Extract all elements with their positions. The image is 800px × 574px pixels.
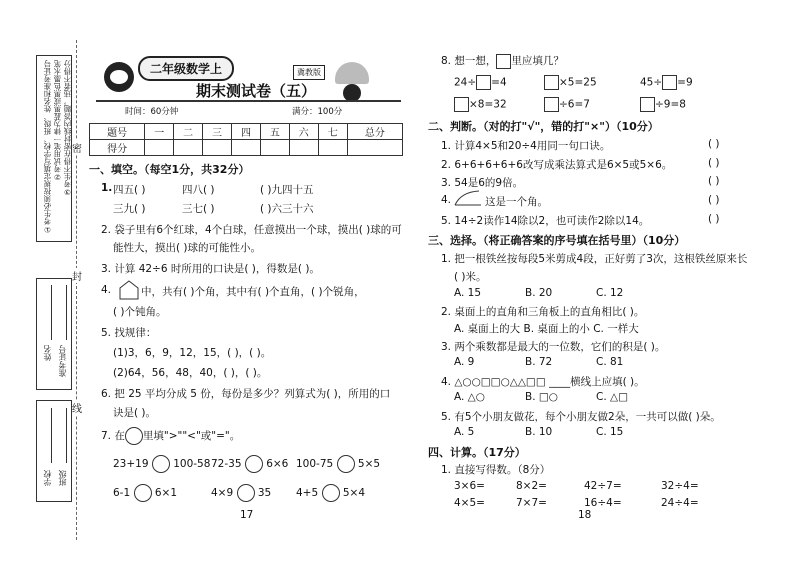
choice-1-option[interactable]: A. 15 [454, 287, 482, 299]
q7-pre: 7. 在 [101, 430, 125, 442]
q6-line-1: 6. 把 25 平均分成 5 份，每份是多少？列算式为( )，所用的口 [101, 388, 391, 400]
binding-note-2: ②考试用笔一律为蓝黑或黑色墨水笔 [53, 60, 62, 182]
score-cell[interactable] [203, 140, 232, 156]
seal-char-2: 封 [72, 268, 82, 283]
q1-label: 1. [101, 182, 113, 194]
choice-3-option[interactable]: A. 9 [454, 356, 475, 368]
compare-circle[interactable] [152, 455, 170, 473]
score-row-label: 得分 [90, 140, 145, 156]
section-2-heading: 二、判断。（对的打"√"，错的打"×"）（10分） [428, 120, 659, 133]
score-cell[interactable] [145, 140, 174, 156]
answer-box[interactable] [662, 75, 677, 90]
q7-compare: 4×9 35 [211, 484, 271, 502]
choice-5-option[interactable]: A. 5 [454, 426, 475, 438]
score-header-cell: 五 [260, 124, 289, 140]
school-line[interactable] [51, 408, 52, 463]
time-info: 时间：60分钟 [125, 107, 179, 117]
judge-5: 5. 14÷2读作14除以2，也可读作2除以14。 [441, 215, 650, 227]
q6-line-2: 诀是( )。 [113, 407, 157, 419]
q4-text-1: 中，共有( )个角，其中有( )个直角，( )个锐角， [141, 286, 365, 298]
judge-4-label: 4. [441, 194, 452, 206]
score-header-cell: 七 [318, 124, 347, 140]
score-header-cell: 总分 [347, 124, 402, 140]
compare-circle[interactable] [134, 484, 152, 502]
judge-5-paren[interactable]: ( ) [708, 213, 720, 225]
score-header-cell: 六 [289, 124, 318, 140]
judge-4-text: 这是一个角。 [485, 196, 548, 208]
q7-compare: 6-1 6×1 [113, 484, 177, 502]
page-number-left: 17 [240, 509, 254, 521]
calc-item[interactable]: 32÷4= [661, 480, 699, 492]
q8-item: 45÷ =9 [640, 76, 693, 89]
score-cell[interactable] [232, 140, 261, 156]
score-header-cell: 一 [145, 124, 174, 140]
name-label: 姓名 [43, 345, 52, 361]
score-table-header-row [90, 124, 403, 140]
compare-circle[interactable] [337, 455, 355, 473]
score-info: 满分：100分 [292, 107, 343, 117]
q2-line-2: 能性大，摸出( )球的可能性小。 [113, 242, 262, 254]
q3-text: 3. 计算 42÷6 时所用的口诀是( )，得数是( )。 [101, 263, 320, 275]
q1-item[interactable]: ( )六三十六 [260, 203, 314, 215]
q8-text [441, 53, 564, 69]
choice-4: 4. △○○□□○△△□□ ____横线上应填( )。 [441, 376, 645, 388]
answer-box[interactable] [454, 97, 469, 112]
score-cell[interactable] [289, 140, 318, 156]
score-table [89, 123, 403, 156]
calc-1-heading: 1. 直接写得数。（8分） [441, 464, 551, 476]
choice-1-line-1: 1. 把一根铁丝按每段5米剪成4段，正好剪了3次，这根铁丝原来长 [441, 253, 748, 265]
choice-3-option[interactable]: C. 81 [596, 356, 624, 368]
mascot-face [110, 70, 128, 84]
score-cell[interactable] [260, 140, 289, 156]
class-label: 班级 [58, 470, 67, 486]
q1-item[interactable]: ( )九四十五 [260, 184, 314, 196]
choice-4-option[interactable]: B. □○ [525, 391, 558, 403]
q8-item: ÷6=7 [544, 97, 590, 112]
answer-box-icon [496, 54, 511, 69]
id-line[interactable] [66, 285, 67, 340]
compare-circle[interactable] [322, 484, 340, 502]
judge-4-paren[interactable]: ( ) [708, 194, 720, 206]
compare-circle[interactable] [237, 484, 255, 502]
judge-2: 2. 6+6+6+6+6改写成乘法算式是6×5或5×6。 [441, 159, 673, 171]
choice-3-option[interactable]: B. 72 [525, 356, 553, 368]
q4-label: 4. [101, 284, 112, 296]
calc-item[interactable]: 3×6= [454, 480, 485, 492]
q8-item: 24÷ =4 [454, 76, 507, 89]
choice-5-option[interactable]: C. 15 [596, 426, 624, 438]
q1-item[interactable]: 四五( ) [113, 184, 146, 196]
page-number-right: 18 [578, 509, 592, 521]
judge-1-paren[interactable]: ( ) [708, 138, 720, 150]
q5-seq-2: (2)64，56，48，40，( )，( )。 [113, 367, 268, 379]
q7-text [101, 427, 240, 445]
q1-item[interactable]: 三九( ) [113, 203, 146, 215]
curved-angle-icon [453, 188, 483, 208]
grade-banner: 二年级数学上 [138, 56, 234, 81]
mascot-right-icon [335, 62, 369, 84]
school-label: 学校 [43, 470, 52, 486]
q8-item: ÷9=8 [640, 97, 686, 112]
q8-pre: 8. 想一想， [441, 55, 497, 67]
q8-item: ×5=25 [544, 75, 597, 90]
score-cell[interactable] [174, 140, 203, 156]
score-table-score-row [90, 140, 403, 156]
answer-box[interactable] [476, 75, 491, 90]
class-line[interactable] [66, 408, 67, 463]
calc-item[interactable]: 8×2= [516, 480, 547, 492]
calc-item[interactable]: 42÷7= [584, 480, 622, 492]
seal-line [76, 40, 77, 540]
calc-item[interactable]: 7×7= [516, 497, 547, 509]
q4-text-2: ( )个钝角。 [113, 306, 167, 318]
binding-note-1: ①考生必须按规定填写学校、班级、姓名和准考证号 [43, 60, 52, 234]
q5-seq-1: (1)3，6，9，12，15，( )，( )。 [113, 347, 272, 359]
answer-box[interactable] [640, 97, 655, 112]
name-line[interactable] [51, 285, 52, 340]
judge-3-paren[interactable]: ( ) [708, 175, 720, 187]
judge-3: 3. 54是6的9倍。 [441, 177, 524, 189]
q7-compare: 23+19 100-58 [113, 455, 210, 473]
seal-char-3: 线 [72, 400, 82, 415]
calc-item[interactable]: 4×5= [454, 497, 485, 509]
judge-1: 1. 计算4×5和20÷4用同一句口诀。 [441, 140, 611, 152]
pentagon-shape-icon [118, 279, 140, 301]
q7-compare: 72-35 6×6 [211, 455, 288, 473]
choice-3: 3. 两个乘数都是最大的一位数，它们的积是( )。 [441, 341, 666, 353]
q7-compare: 100-75 5×5 [296, 455, 380, 473]
id-label: 准考证号 [58, 345, 67, 377]
q7-post: 里填">""<"或"="。 [142, 430, 241, 442]
header-underline [96, 100, 401, 102]
score-header-cell: 题号 [90, 124, 145, 140]
answer-box[interactable] [544, 75, 559, 90]
section-3-heading: 三、选择。（将正确答案的序号填在括号里）（10分） [428, 234, 686, 247]
choice-2-options[interactable]: A. 桌面上的大 B. 桌面上的小 C. 一样大 [454, 323, 639, 335]
binding-note-3: ③考生不得在密封线内答题，违者不得分 [63, 60, 72, 197]
exam-title: 期末测试卷（五） [196, 82, 317, 100]
choice-1-line-2: ( )米。 [454, 271, 487, 283]
q2-line-1: 2. 袋子里有6个红球，4个白球，任意摸出一个球，摸出( )球的可 [101, 224, 402, 236]
edition-badge: 冀教版 [293, 65, 325, 80]
q8-post: 里应填几？ [511, 55, 564, 67]
score-header-cell: 四 [232, 124, 261, 140]
judge-2-paren[interactable]: ( ) [708, 157, 720, 169]
q8-item: ×8=32 [454, 97, 507, 112]
section-1-heading: 一、填空。（每空1分，共32分） [89, 163, 250, 176]
compare-circle[interactable] [245, 455, 263, 473]
choice-4-option[interactable]: C. △□ [596, 391, 629, 403]
q1-item[interactable]: 四八( ) [182, 184, 215, 196]
q1-item[interactable]: 三七( ) [182, 203, 215, 215]
score-cell[interactable] [318, 140, 347, 156]
choice-5: 5. 有5个小朋友做花，每个小朋友做2朵，一共可以做( )朵。 [441, 411, 721, 423]
score-header-cell: 二 [174, 124, 203, 140]
answer-box[interactable] [544, 97, 559, 112]
choice-1-option[interactable]: C. 12 [596, 287, 624, 299]
section-4-heading: 四、计算。（17分） [428, 446, 526, 459]
compare-circle-icon [125, 427, 143, 445]
calc-item[interactable]: 16÷4= [584, 497, 622, 509]
score-header-cell: 三 [203, 124, 232, 140]
q7-compare: 4+5 5×4 [296, 484, 365, 502]
score-cell[interactable] [347, 140, 402, 156]
seal-char-1: 密 [72, 140, 82, 155]
choice-1-option[interactable]: B. 20 [525, 287, 553, 299]
choice-5-option[interactable]: B. 10 [525, 426, 553, 438]
choice-2: 2. 桌面上的直角和三角板上的直角相比( )。 [441, 306, 645, 318]
calc-item[interactable]: 24÷4= [661, 497, 699, 509]
q5-heading: 5. 找规律： [101, 327, 157, 339]
choice-4-option[interactable]: A. △○ [454, 391, 485, 403]
